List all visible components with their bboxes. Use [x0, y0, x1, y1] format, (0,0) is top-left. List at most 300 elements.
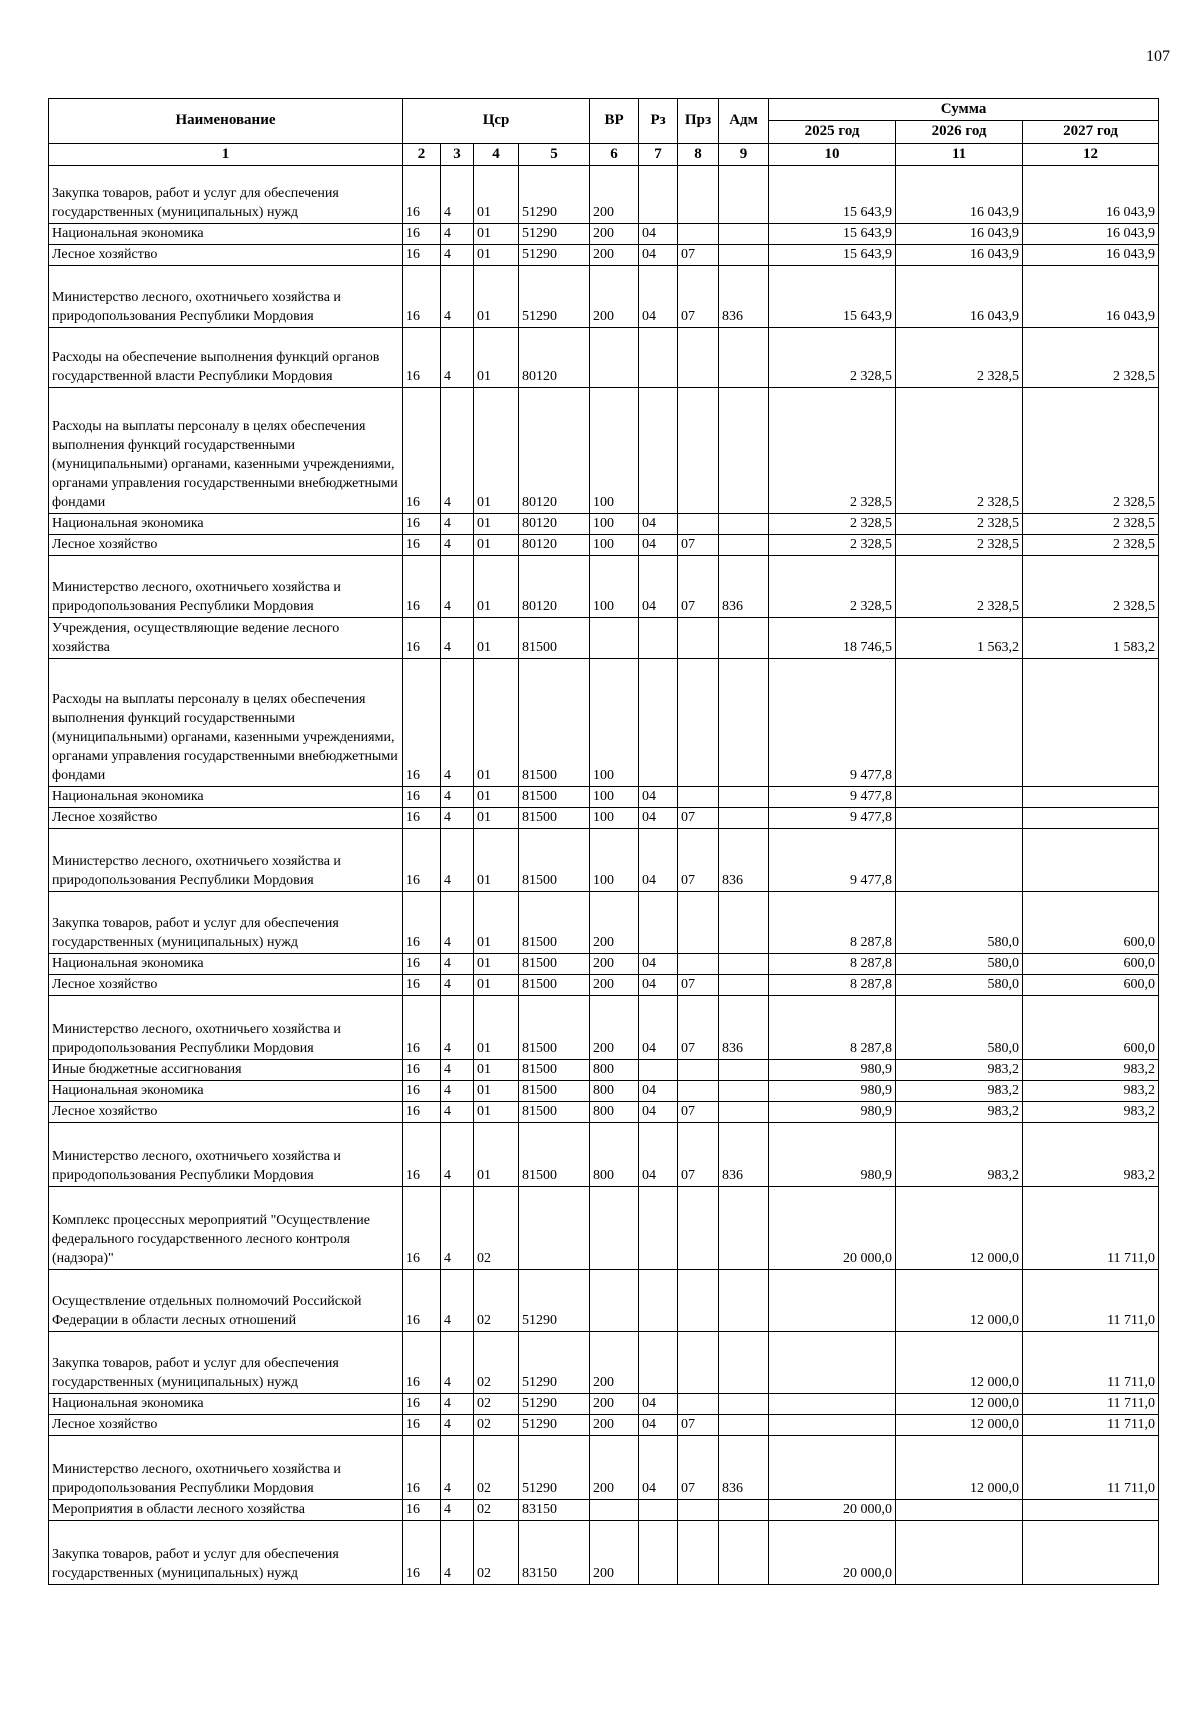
table-row — [49, 1060, 1159, 1081]
sum-2026-cell: 983,2 — [896, 1123, 1023, 1187]
rz-cell: 04 — [639, 996, 678, 1060]
rz-cell: 04 — [639, 556, 678, 618]
sum-2025-cell: 9 477,8 — [769, 829, 896, 892]
csr-part-3-cell: 02 — [474, 1332, 519, 1394]
adm-cell — [719, 618, 769, 659]
csr-part-1-cell: 16 — [403, 245, 441, 266]
csr-part-2-cell: 4 — [441, 787, 474, 808]
vr-cell: 200 — [590, 1332, 639, 1394]
csr-part-1-cell: 16 — [403, 1332, 441, 1394]
sum-2025-cell: 8 287,8 — [769, 954, 896, 975]
sum-2027-cell: 11 711,0 — [1023, 1332, 1159, 1394]
csr-part-4-cell: 81500 — [519, 829, 590, 892]
row-name-cell: Министерство лесного, охотничьего хозяйства и природопользования Республики Мордовия — [49, 1123, 403, 1187]
table-row — [49, 892, 1159, 954]
row-name-cell: Закупка товаров, работ и услуг для обеспечения государственных (муниципальных) нужд — [49, 166, 403, 224]
sum-2025-cell: 2 328,5 — [769, 328, 896, 388]
adm-cell — [719, 224, 769, 245]
adm-cell — [719, 808, 769, 829]
sum-2027-cell: 600,0 — [1023, 954, 1159, 975]
rz-cell: 04 — [639, 535, 678, 556]
sum-2025-cell: 8 287,8 — [769, 975, 896, 996]
vr-cell: 200 — [590, 266, 639, 328]
csr-part-1-cell: 16 — [403, 1060, 441, 1081]
csr-part-1-cell: 16 — [403, 659, 441, 787]
prz-cell: 07 — [678, 245, 719, 266]
table-row — [49, 829, 1159, 892]
sum-2026-cell: 16 043,9 — [896, 224, 1023, 245]
csr-part-1-cell: 16 — [403, 1521, 441, 1585]
csr-part-2-cell: 4 — [441, 829, 474, 892]
sum-2027-cell — [1023, 808, 1159, 829]
sum-2027-cell: 600,0 — [1023, 892, 1159, 954]
vr-cell: 100 — [590, 556, 639, 618]
prz-cell — [678, 954, 719, 975]
sum-2027-cell: 983,2 — [1023, 1081, 1159, 1102]
csr-part-1-cell: 16 — [403, 388, 441, 514]
sum-2026-cell — [896, 1521, 1023, 1585]
sum-2026-cell: 12 000,0 — [896, 1332, 1023, 1394]
rz-cell: 04 — [639, 787, 678, 808]
vr-cell: 100 — [590, 388, 639, 514]
sum-2025-cell — [769, 1270, 896, 1332]
rz-cell: 04 — [639, 245, 678, 266]
adm-cell — [719, 245, 769, 266]
prz-cell — [678, 1521, 719, 1585]
csr-part-3-cell: 02 — [474, 1436, 519, 1500]
csr-part-2-cell: 4 — [441, 166, 474, 224]
sum-2026-cell: 16 043,9 — [896, 266, 1023, 328]
table-row — [49, 787, 1159, 808]
csr-part-3-cell: 01 — [474, 245, 519, 266]
adm-cell: 836 — [719, 829, 769, 892]
sum-2025-cell: 980,9 — [769, 1102, 896, 1123]
row-name-cell: Национальная экономика — [49, 514, 403, 535]
row-name-cell: Министерство лесного, охотничьего хозяйства и природопользования Республики Мордовия — [49, 556, 403, 618]
column-number: 1 — [49, 144, 403, 166]
sum-2025-cell: 9 477,8 — [769, 787, 896, 808]
vr-cell: 100 — [590, 535, 639, 556]
csr-part-1-cell: 16 — [403, 1081, 441, 1102]
prz-cell — [678, 1060, 719, 1081]
sum-2025-cell: 20 000,0 — [769, 1521, 896, 1585]
csr-part-4-cell: 51290 — [519, 1415, 590, 1436]
sum-2025-cell: 20 000,0 — [769, 1500, 896, 1521]
rz-cell: 04 — [639, 829, 678, 892]
csr-part-2-cell: 4 — [441, 659, 474, 787]
sum-2026-cell: 983,2 — [896, 1102, 1023, 1123]
sum-2025-cell: 20 000,0 — [769, 1187, 896, 1270]
table-row — [49, 659, 1159, 787]
row-name-cell: Министерство лесного, охотничьего хозяйства и природопользования Республики Мордовия — [49, 996, 403, 1060]
rz-cell: 04 — [639, 975, 678, 996]
sum-2025-cell: 2 328,5 — [769, 535, 896, 556]
csr-part-1-cell: 16 — [403, 1415, 441, 1436]
sum-2027-cell: 600,0 — [1023, 975, 1159, 996]
csr-part-2-cell: 4 — [441, 328, 474, 388]
csr-part-1-cell: 16 — [403, 514, 441, 535]
adm-cell — [719, 1081, 769, 1102]
csr-part-4-cell: 51290 — [519, 1270, 590, 1332]
sum-2027-cell: 16 043,9 — [1023, 245, 1159, 266]
header-rz: Рз — [639, 99, 678, 144]
adm-cell — [719, 1060, 769, 1081]
adm-cell: 836 — [719, 266, 769, 328]
sum-2026-cell — [896, 787, 1023, 808]
rz-cell: 04 — [639, 266, 678, 328]
sum-2026-cell: 580,0 — [896, 892, 1023, 954]
column-number: 6 — [590, 144, 639, 166]
adm-cell — [719, 328, 769, 388]
csr-part-3-cell: 01 — [474, 808, 519, 829]
row-name-cell: Закупка товаров, работ и услуг для обеспечения государственных (муниципальных) нужд — [49, 1332, 403, 1394]
csr-part-3-cell: 02 — [474, 1270, 519, 1332]
csr-part-3-cell: 01 — [474, 1102, 519, 1123]
prz-cell: 07 — [678, 556, 719, 618]
header-year-2026: 2026 год — [896, 121, 1023, 144]
sum-2027-cell — [1023, 829, 1159, 892]
table-row — [49, 245, 1159, 266]
adm-cell — [719, 1270, 769, 1332]
sum-2026-cell: 16 043,9 — [896, 166, 1023, 224]
rz-cell — [639, 1270, 678, 1332]
row-name-cell: Национальная экономика — [49, 1394, 403, 1415]
rz-cell: 04 — [639, 954, 678, 975]
vr-cell: 200 — [590, 224, 639, 245]
rz-cell — [639, 328, 678, 388]
rz-cell — [639, 166, 678, 224]
table-row — [49, 1270, 1159, 1332]
vr-cell: 200 — [590, 892, 639, 954]
column-number: 7 — [639, 144, 678, 166]
prz-cell — [678, 659, 719, 787]
csr-part-4-cell: 81500 — [519, 1102, 590, 1123]
row-name-cell: Лесное хозяйство — [49, 535, 403, 556]
column-number: 4 — [474, 144, 519, 166]
prz-cell: 07 — [678, 975, 719, 996]
csr-part-3-cell: 01 — [474, 166, 519, 224]
column-number: 3 — [441, 144, 474, 166]
csr-part-4-cell: 51290 — [519, 1394, 590, 1415]
csr-part-2-cell: 4 — [441, 1123, 474, 1187]
csr-part-1-cell: 16 — [403, 954, 441, 975]
csr-part-4-cell: 51290 — [519, 224, 590, 245]
vr-cell — [590, 1187, 639, 1270]
sum-2027-cell: 1 583,2 — [1023, 618, 1159, 659]
table-row — [49, 954, 1159, 975]
adm-cell — [719, 892, 769, 954]
sum-2027-cell: 11 711,0 — [1023, 1415, 1159, 1436]
csr-part-1-cell: 16 — [403, 808, 441, 829]
csr-part-4-cell: 81500 — [519, 954, 590, 975]
adm-cell — [719, 535, 769, 556]
csr-part-2-cell: 4 — [441, 1332, 474, 1394]
row-name-cell: Национальная экономика — [49, 954, 403, 975]
sum-2025-cell: 8 287,8 — [769, 996, 896, 1060]
sum-2025-cell — [769, 1394, 896, 1415]
header-prz: Прз — [678, 99, 719, 144]
vr-cell — [590, 1270, 639, 1332]
csr-part-1-cell: 16 — [403, 618, 441, 659]
csr-part-3-cell: 01 — [474, 1123, 519, 1187]
prz-cell — [678, 224, 719, 245]
csr-part-3-cell: 01 — [474, 266, 519, 328]
rz-cell — [639, 1187, 678, 1270]
csr-part-4-cell: 81500 — [519, 996, 590, 1060]
sum-2026-cell — [896, 829, 1023, 892]
sum-2027-cell: 2 328,5 — [1023, 535, 1159, 556]
table-row — [49, 1436, 1159, 1500]
adm-cell — [719, 514, 769, 535]
sum-2026-cell: 983,2 — [896, 1060, 1023, 1081]
rz-cell — [639, 1500, 678, 1521]
rz-cell: 04 — [639, 1415, 678, 1436]
csr-part-1-cell: 16 — [403, 1102, 441, 1123]
header-year-2027: 2027 год — [1023, 121, 1159, 144]
csr-part-4-cell: 81500 — [519, 1123, 590, 1187]
csr-part-2-cell: 4 — [441, 556, 474, 618]
row-name-cell: Комплекс процессных мероприятий "Осуществление федерального государственного лесного контроля (надзора)" — [49, 1187, 403, 1270]
sum-2026-cell: 16 043,9 — [896, 245, 1023, 266]
sum-2027-cell: 16 043,9 — [1023, 266, 1159, 328]
csr-part-2-cell: 4 — [441, 224, 474, 245]
sum-2026-cell: 2 328,5 — [896, 514, 1023, 535]
sum-2026-cell: 983,2 — [896, 1081, 1023, 1102]
csr-part-2-cell: 4 — [441, 954, 474, 975]
sum-2027-cell: 2 328,5 — [1023, 556, 1159, 618]
sum-2026-cell: 2 328,5 — [896, 388, 1023, 514]
rz-cell — [639, 892, 678, 954]
adm-cell — [719, 954, 769, 975]
csr-part-2-cell: 4 — [441, 1415, 474, 1436]
csr-part-1-cell: 16 — [403, 892, 441, 954]
csr-part-2-cell: 4 — [441, 996, 474, 1060]
sum-2026-cell: 12 000,0 — [896, 1415, 1023, 1436]
csr-part-2-cell: 4 — [441, 1060, 474, 1081]
row-name-cell: Иные бюджетные ассигнования — [49, 1060, 403, 1081]
column-number: 9 — [719, 144, 769, 166]
sum-2027-cell: 2 328,5 — [1023, 514, 1159, 535]
csr-part-2-cell: 4 — [441, 975, 474, 996]
row-name-cell: Мероприятия в области лесного хозяйства — [49, 1500, 403, 1521]
rz-cell: 04 — [639, 1081, 678, 1102]
adm-cell — [719, 1102, 769, 1123]
prz-cell — [678, 388, 719, 514]
csr-part-4-cell: 81500 — [519, 1060, 590, 1081]
sum-2027-cell: 2 328,5 — [1023, 388, 1159, 514]
table-row — [49, 1521, 1159, 1585]
vr-cell — [590, 1500, 639, 1521]
vr-cell: 100 — [590, 808, 639, 829]
header-adm: Адм — [719, 99, 769, 144]
adm-cell — [719, 787, 769, 808]
csr-part-4-cell: 80120 — [519, 535, 590, 556]
adm-cell — [719, 1394, 769, 1415]
sum-2027-cell: 16 043,9 — [1023, 224, 1159, 245]
sum-2025-cell: 15 643,9 — [769, 166, 896, 224]
sum-2025-cell: 15 643,9 — [769, 245, 896, 266]
csr-part-3-cell: 01 — [474, 514, 519, 535]
rz-cell — [639, 659, 678, 787]
csr-part-3-cell: 01 — [474, 892, 519, 954]
csr-part-2-cell: 4 — [441, 1500, 474, 1521]
csr-part-4-cell: 81500 — [519, 618, 590, 659]
sum-2027-cell: 600,0 — [1023, 996, 1159, 1060]
table-row — [49, 1123, 1159, 1187]
prz-cell: 07 — [678, 535, 719, 556]
sum-2025-cell: 15 643,9 — [769, 266, 896, 328]
sum-2025-cell: 980,9 — [769, 1123, 896, 1187]
csr-part-2-cell: 4 — [441, 1081, 474, 1102]
prz-cell — [678, 514, 719, 535]
column-number: 12 — [1023, 144, 1159, 166]
sum-2026-cell: 12 000,0 — [896, 1270, 1023, 1332]
csr-part-4-cell: 51290 — [519, 266, 590, 328]
vr-cell — [590, 328, 639, 388]
csr-part-4-cell: 81500 — [519, 975, 590, 996]
row-name-cell: Расходы на обеспечение выполнения функций органов государственной власти Республики Мордовия — [49, 328, 403, 388]
csr-part-4-cell: 81500 — [519, 892, 590, 954]
csr-part-3-cell: 01 — [474, 659, 519, 787]
prz-cell: 07 — [678, 1436, 719, 1500]
csr-part-3-cell: 01 — [474, 618, 519, 659]
vr-cell — [590, 618, 639, 659]
page-number: 107 — [1146, 48, 1170, 65]
table-row — [49, 1081, 1159, 1102]
rz-cell: 04 — [639, 1123, 678, 1187]
csr-part-2-cell: 4 — [441, 618, 474, 659]
row-name-cell: Национальная экономика — [49, 1081, 403, 1102]
sum-2027-cell — [1023, 659, 1159, 787]
csr-part-2-cell: 4 — [441, 535, 474, 556]
sum-2026-cell: 580,0 — [896, 975, 1023, 996]
csr-part-2-cell: 4 — [441, 388, 474, 514]
column-number: 11 — [896, 144, 1023, 166]
table-body — [49, 166, 1159, 1585]
prz-cell — [678, 1081, 719, 1102]
vr-cell: 200 — [590, 1394, 639, 1415]
csr-part-1-cell: 16 — [403, 1123, 441, 1187]
sum-2027-cell: 11 711,0 — [1023, 1187, 1159, 1270]
csr-part-4-cell: 80120 — [519, 514, 590, 535]
sum-2025-cell: 8 287,8 — [769, 892, 896, 954]
csr-part-3-cell: 01 — [474, 829, 519, 892]
rz-cell — [639, 1521, 678, 1585]
csr-part-4-cell: 81500 — [519, 1081, 590, 1102]
sum-2025-cell: 2 328,5 — [769, 556, 896, 618]
adm-cell — [719, 975, 769, 996]
sum-2026-cell: 2 328,5 — [896, 328, 1023, 388]
sum-2026-cell — [896, 1500, 1023, 1521]
row-name-cell: Министерство лесного, охотничьего хозяйства и природопользования Республики Мордовия — [49, 829, 403, 892]
column-number: 5 — [519, 144, 590, 166]
sum-2026-cell: 12 000,0 — [896, 1394, 1023, 1415]
table-row — [49, 328, 1159, 388]
rz-cell — [639, 1060, 678, 1081]
csr-part-3-cell: 01 — [474, 328, 519, 388]
row-name-cell: Лесное хозяйство — [49, 245, 403, 266]
csr-part-4-cell: 80120 — [519, 556, 590, 618]
rz-cell: 04 — [639, 808, 678, 829]
vr-cell: 200 — [590, 975, 639, 996]
sum-2027-cell — [1023, 1500, 1159, 1521]
csr-part-1-cell: 16 — [403, 224, 441, 245]
csr-part-4-cell: 81500 — [519, 808, 590, 829]
sum-2025-cell — [769, 1415, 896, 1436]
column-number: 10 — [769, 144, 896, 166]
vr-cell: 200 — [590, 1436, 639, 1500]
sum-2026-cell: 12 000,0 — [896, 1436, 1023, 1500]
row-name-cell: Закупка товаров, работ и услуг для обеспечения государственных (муниципальных) нужд — [49, 1521, 403, 1585]
csr-part-4-cell: 51290 — [519, 245, 590, 266]
sum-2025-cell — [769, 1332, 896, 1394]
prz-cell: 07 — [678, 266, 719, 328]
csr-part-2-cell: 4 — [441, 514, 474, 535]
table-row — [49, 1187, 1159, 1270]
vr-cell: 200 — [590, 245, 639, 266]
header-sum: Сумма — [769, 99, 1159, 121]
rz-cell: 04 — [639, 224, 678, 245]
rz-cell — [639, 1332, 678, 1394]
vr-cell: 100 — [590, 659, 639, 787]
table-row — [49, 1394, 1159, 1415]
csr-part-1-cell: 16 — [403, 1187, 441, 1270]
sum-2027-cell: 983,2 — [1023, 1102, 1159, 1123]
sum-2026-cell: 2 328,5 — [896, 556, 1023, 618]
csr-part-4-cell: 80120 — [519, 388, 590, 514]
row-name-cell: Лесное хозяйство — [49, 975, 403, 996]
row-name-cell: Лесное хозяйство — [49, 1102, 403, 1123]
sum-2025-cell: 980,9 — [769, 1060, 896, 1081]
vr-cell: 800 — [590, 1060, 639, 1081]
prz-cell — [678, 328, 719, 388]
sum-2026-cell: 2 328,5 — [896, 535, 1023, 556]
row-name-cell: Лесное хозяйство — [49, 808, 403, 829]
table-row — [49, 975, 1159, 996]
vr-cell: 200 — [590, 1521, 639, 1585]
csr-part-3-cell: 01 — [474, 556, 519, 618]
row-name-cell: Расходы на выплаты персоналу в целях обеспечения выполнения функций государственными (муниципальными) органами, казенными учреждениями, органами управления государственными внебюджетными фондами — [49, 388, 403, 514]
sum-2027-cell: 11 711,0 — [1023, 1394, 1159, 1415]
adm-cell — [719, 1521, 769, 1585]
prz-cell: 07 — [678, 1415, 719, 1436]
prz-cell: 07 — [678, 1102, 719, 1123]
table-row — [49, 166, 1159, 224]
vr-cell: 200 — [590, 954, 639, 975]
rz-cell: 04 — [639, 1394, 678, 1415]
csr-part-1-cell: 16 — [403, 787, 441, 808]
prz-cell — [678, 1332, 719, 1394]
csr-part-3-cell: 01 — [474, 787, 519, 808]
csr-part-4-cell — [519, 1187, 590, 1270]
table-row — [49, 224, 1159, 245]
row-name-cell: Лесное хозяйство — [49, 1415, 403, 1436]
vr-cell: 800 — [590, 1102, 639, 1123]
row-name-cell: Осуществление отдельных полномочий Российской Федерации в области лесных отношений — [49, 1270, 403, 1332]
row-name-cell: Учреждения, осуществляющие ведение лесного хозяйства — [49, 618, 403, 659]
csr-part-1-cell: 16 — [403, 1500, 441, 1521]
adm-cell — [719, 1332, 769, 1394]
sum-2026-cell: 580,0 — [896, 954, 1023, 975]
adm-cell: 836 — [719, 1123, 769, 1187]
prz-cell — [678, 618, 719, 659]
table-row — [49, 618, 1159, 659]
adm-cell: 836 — [719, 996, 769, 1060]
prz-cell: 07 — [678, 829, 719, 892]
csr-part-4-cell: 51290 — [519, 1332, 590, 1394]
vr-cell: 100 — [590, 514, 639, 535]
sum-2027-cell: 983,2 — [1023, 1060, 1159, 1081]
